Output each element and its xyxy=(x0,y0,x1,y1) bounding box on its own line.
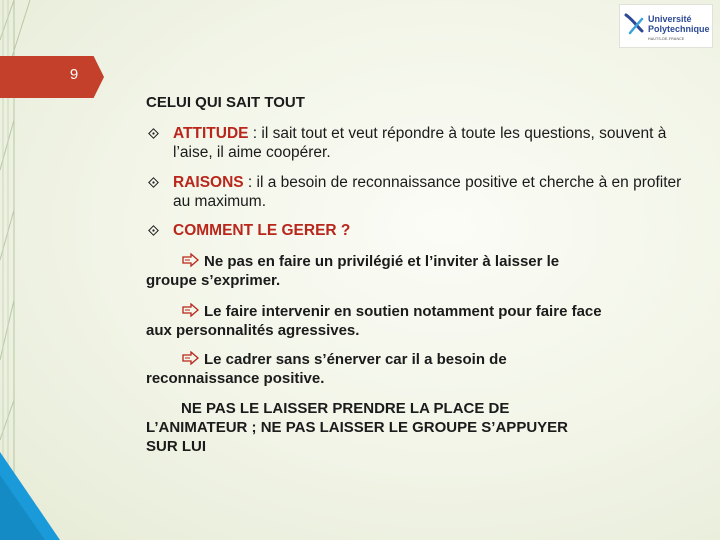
subpoint xyxy=(146,302,694,340)
diamond-outline-icon xyxy=(148,177,159,188)
arrow-right-icon xyxy=(182,303,200,317)
slide-number: 9 xyxy=(69,66,79,83)
final-line-1: NE PAS LE LAISSER PRENDRE LA PLACE DE xyxy=(181,400,510,417)
subpoint-line-2: aux personnalités agressives. xyxy=(146,322,360,339)
bullet-label: COMMENT LE GERER ? xyxy=(173,222,351,239)
diamond-outline-icon xyxy=(148,225,159,236)
logo-subtitle: HAUTS-DE-FRANCE xyxy=(648,37,685,41)
subpoint-line-1: Le cadrer sans s’énerver car il a besoin de xyxy=(204,351,507,368)
university-logo xyxy=(619,4,713,48)
final-line-2: L’ANIMATEUR ; NE PAS LAISSER LE GROUPE S’APPUYER xyxy=(146,419,568,436)
subpoint-line-1: Ne pas en faire un privilégié et l’inviter à laisser le xyxy=(204,253,560,270)
logo-line-1: Université xyxy=(648,14,692,24)
subpoint-line-2: groupe s’exprimer. xyxy=(146,272,281,289)
arrow-right-icon xyxy=(182,253,200,267)
final-recommendation xyxy=(146,399,694,456)
slide-number-tab xyxy=(0,56,104,98)
subpoint xyxy=(146,252,694,290)
diamond-outline-icon xyxy=(148,128,159,139)
bullet-label: ATTITUDE xyxy=(173,125,249,142)
subpoint-line-1: Le faire intervenir en soutien notamment pour faire face xyxy=(204,303,602,320)
bullet-label: RAISONS xyxy=(173,174,244,191)
final-line-3: SUR LUI xyxy=(146,438,206,455)
arrow-right-icon xyxy=(182,351,200,365)
university-logo-icon xyxy=(624,11,646,39)
logo-line-2: Polytechnique xyxy=(648,24,710,34)
bullet-text: : il a besoin de reconnaissance positive et cherche à en profiter au maximum. xyxy=(173,174,682,210)
section-title: CELUI QUI SAIT TOUT xyxy=(146,94,305,111)
bullet-text: : il sait tout et veut répondre à toute les questions, souvent à l’aise, il aime coopérer. xyxy=(173,125,667,161)
subpoint xyxy=(146,350,694,388)
subpoint-line-2: reconnaissance positive. xyxy=(146,370,325,387)
